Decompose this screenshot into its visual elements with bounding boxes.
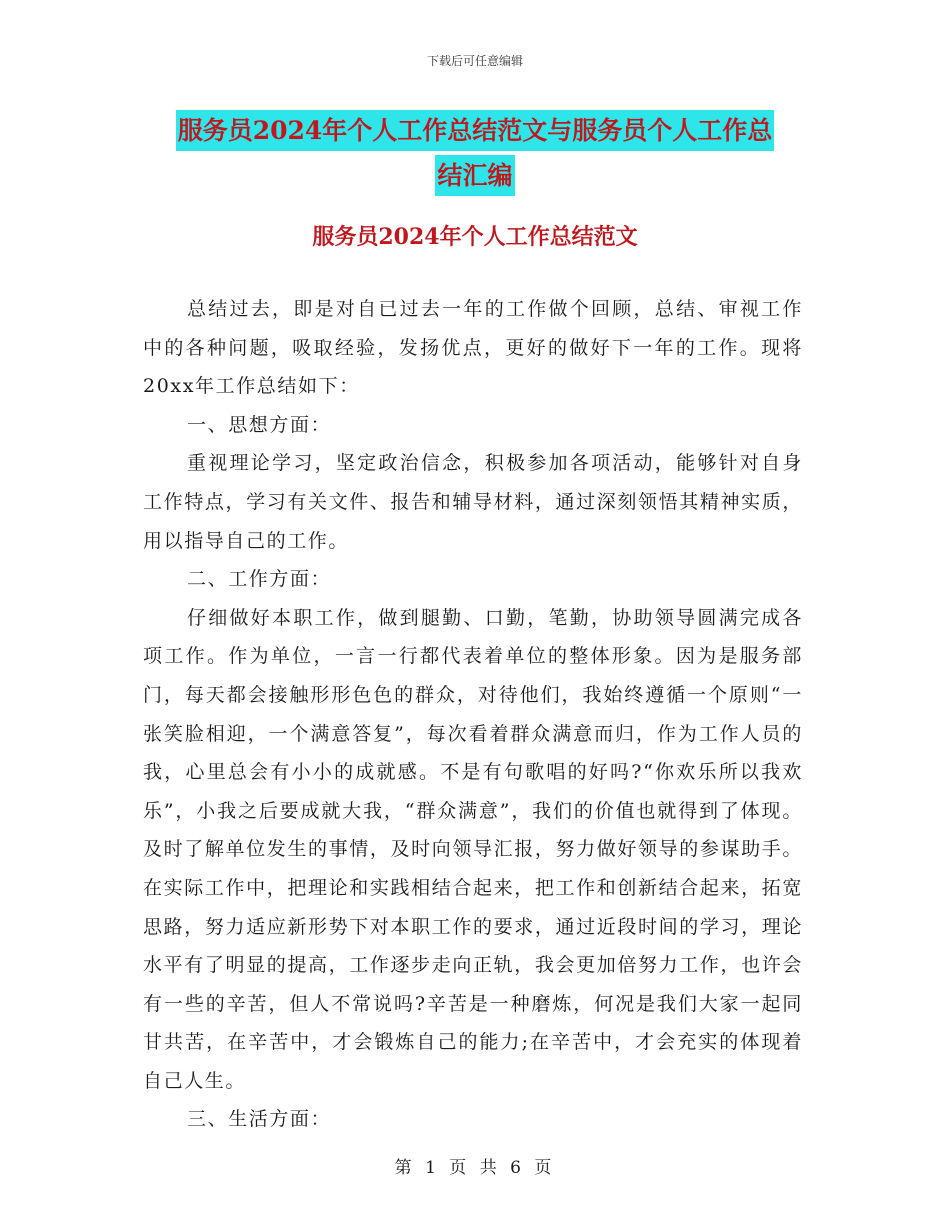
title-line-1: 服务员2024年个人工作总结范文与服务员个人工作总 [176, 110, 775, 151]
title-line-2: 结汇编 [435, 155, 514, 196]
paragraph-work: 仔细做好本职工作，做到腿勤、口勤，笔勤，协助领导圆满完成各项工作。作为单位，一言一行都代表着单位的整体形象。因为是服务部门，每天都会接触形形色色的群众，对待他们，我始终遵循一个原则“一张笑脸相迎，一个满意答复”，每次看着群众满意而归，作为工作人员的我，心里总会有小小的成就感。不是有句歌唱的好吗?“你欢乐所以我欢乐”，小我之后要成就大我，“群众满意”，我们的价值也就得到了体现。及时了解单位发生的事情，及时向领导汇报，努力做好领导的参谋助手。在实际工作中，把理论和实践相结合起来，把工作和创新结合起来，拓宽思路，努力适应新形势下对本职工作的要求，通过近段时间的学习，理论水平有了明显的提高，工作逐步走向正轨，我会更加倍努力工作，也许会有一些的辛苦，但人不常说吗?辛苦是一种磨炼，何况是我们大家一起同甘共苦，在辛苦中，才会锻炼自己的能力;在辛苦中，才会充实的体现着自己人生。 [143, 606, 803, 1092]
heading-thought: 一、思想方面： [187, 413, 332, 436]
document-body [143, 290, 803, 1139]
page-number: 第 1 页 共 6 页 [394, 1158, 556, 1178]
page-header-note: 下载后可任意编辑 [426, 54, 523, 68]
paragraph-intro: 总结过去，即是对自已过去一年的工作做个回顾，总结、审视工作中的各种问题，吸取经验，发扬优点，更好的做好下一年的工作。现将20xx年工作总结如下： [143, 298, 803, 398]
section-title: 服务员2024年个人工作总结范文 [312, 224, 638, 250]
document-title [0, 110, 950, 196]
heading-work: 二、工作方面： [187, 568, 332, 591]
paragraph-thought: 重视理论学习，坚定政治信念，积极参加各项活动，能够针对自身工作特点，学习有关文件、报告和辅导材料，通过深刻领悟其精神实质，用以指导自己的工作。 [143, 452, 803, 552]
heading-life: 三、生活方面： [187, 1108, 332, 1131]
